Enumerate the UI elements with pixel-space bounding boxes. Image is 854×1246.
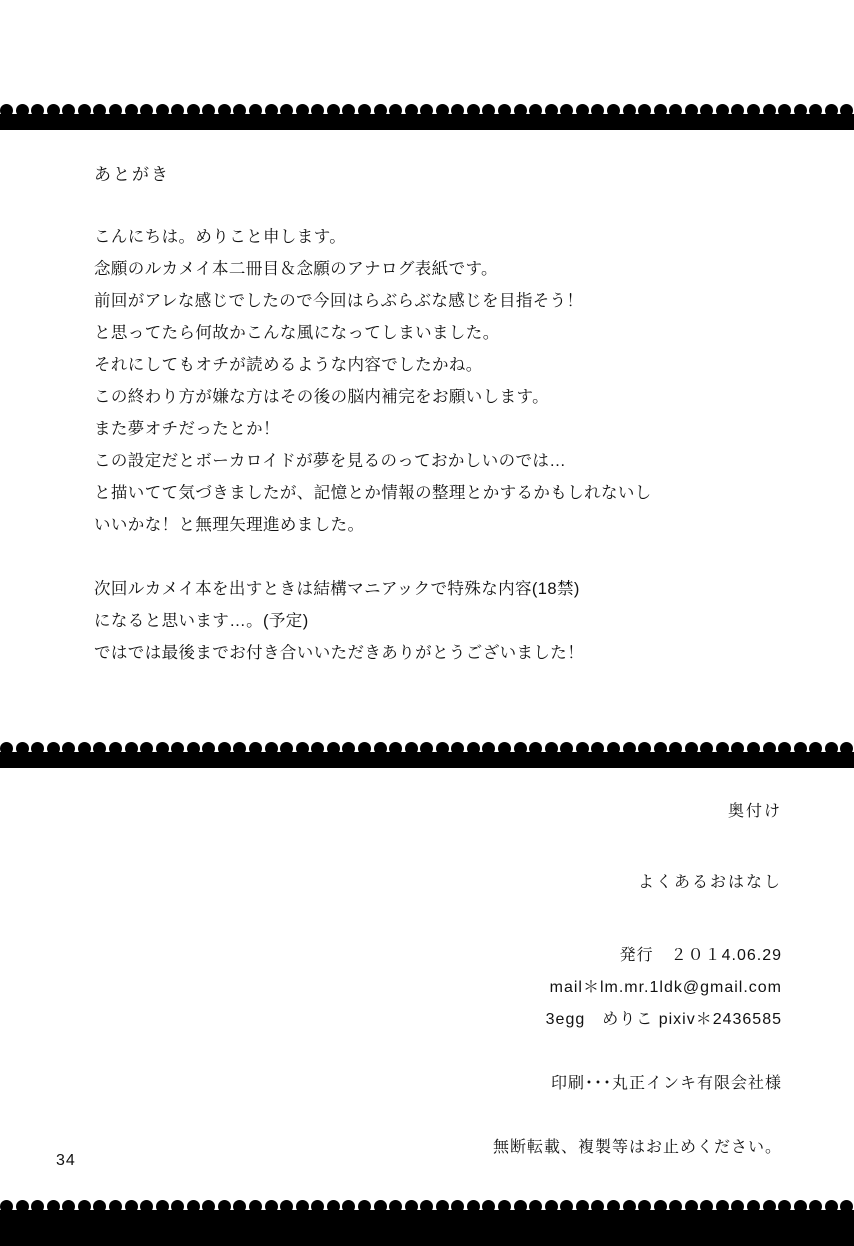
afterword-title: あとがき — [94, 165, 170, 184]
colophon-notice: 無断転載、複製等はお止めください。 — [492, 1139, 782, 1156]
afterword-line: になると思います…。(予定) — [94, 612, 309, 630]
decorative-scallop-bar-middle — [0, 742, 854, 768]
afterword-line: この設定だとボーカロイドが夢を見るのっておかしいのでは… — [94, 452, 567, 470]
decorative-scallop-bar-bottom — [0, 1200, 854, 1226]
afterword-line: 次回ルカメイ本を出すときは結構マニアックで特殊な内容(18禁) — [94, 580, 580, 598]
scallop-dots — [0, 1200, 854, 1222]
scallop-dots — [0, 104, 854, 126]
colophon-circle: 3egg めりこ pixiv＊2436585 — [545, 1011, 782, 1028]
afterword-line: いいかな！と無理矢理進めました。 — [94, 516, 365, 534]
afterword-line: ではでは最後までお付き合いいただきありがとうございました！ — [94, 644, 585, 662]
colophon-work-title: よくあるおはなし — [637, 874, 782, 891]
afterword-line: また夢オチだったとか！ — [94, 420, 280, 438]
afterword-line: 前回がアレな感じでしたので今回はらぶらぶな感じを目指そう！ — [94, 292, 584, 310]
afterword-line: それにしてもオチが読めるような内容でしたかね。 — [94, 356, 483, 374]
afterword-line: こんにちは。めりこと申します。 — [94, 228, 347, 246]
paragraph-spacer — [94, 541, 774, 573]
decorative-scallop-bar-top — [0, 104, 854, 130]
afterword-line: 念願のルカメイ本二冊目＆念願のアナログ表紙です。 — [94, 260, 498, 278]
scallop-dots — [0, 742, 854, 764]
colophon-spacer — [222, 1100, 782, 1132]
colophon-label: 奥付け — [727, 803, 782, 820]
page-number: 34 — [56, 1152, 76, 1169]
afterword-line: この終わり方が嫌な方はその後の脳内補完をお願いします。 — [94, 388, 549, 406]
colophon-publish-date: 発行 ２０１4.06.29 — [619, 947, 782, 964]
afterword-line: と描いてて気づきましたが、記憶とか情報の整理とかするかもしれないし — [94, 484, 652, 502]
afterword-section — [94, 160, 774, 669]
afterword-line: と思ってたら何故かこんな風になってしまいました。 — [94, 324, 500, 342]
colophon-spacer — [222, 1036, 782, 1068]
colophon-section — [222, 798, 782, 1164]
colophon-mail: mail＊lm.mr.1ldk@gmail.com — [549, 979, 782, 996]
colophon-printer: 印刷･･･丸正インキ有限会社様 — [550, 1075, 782, 1092]
